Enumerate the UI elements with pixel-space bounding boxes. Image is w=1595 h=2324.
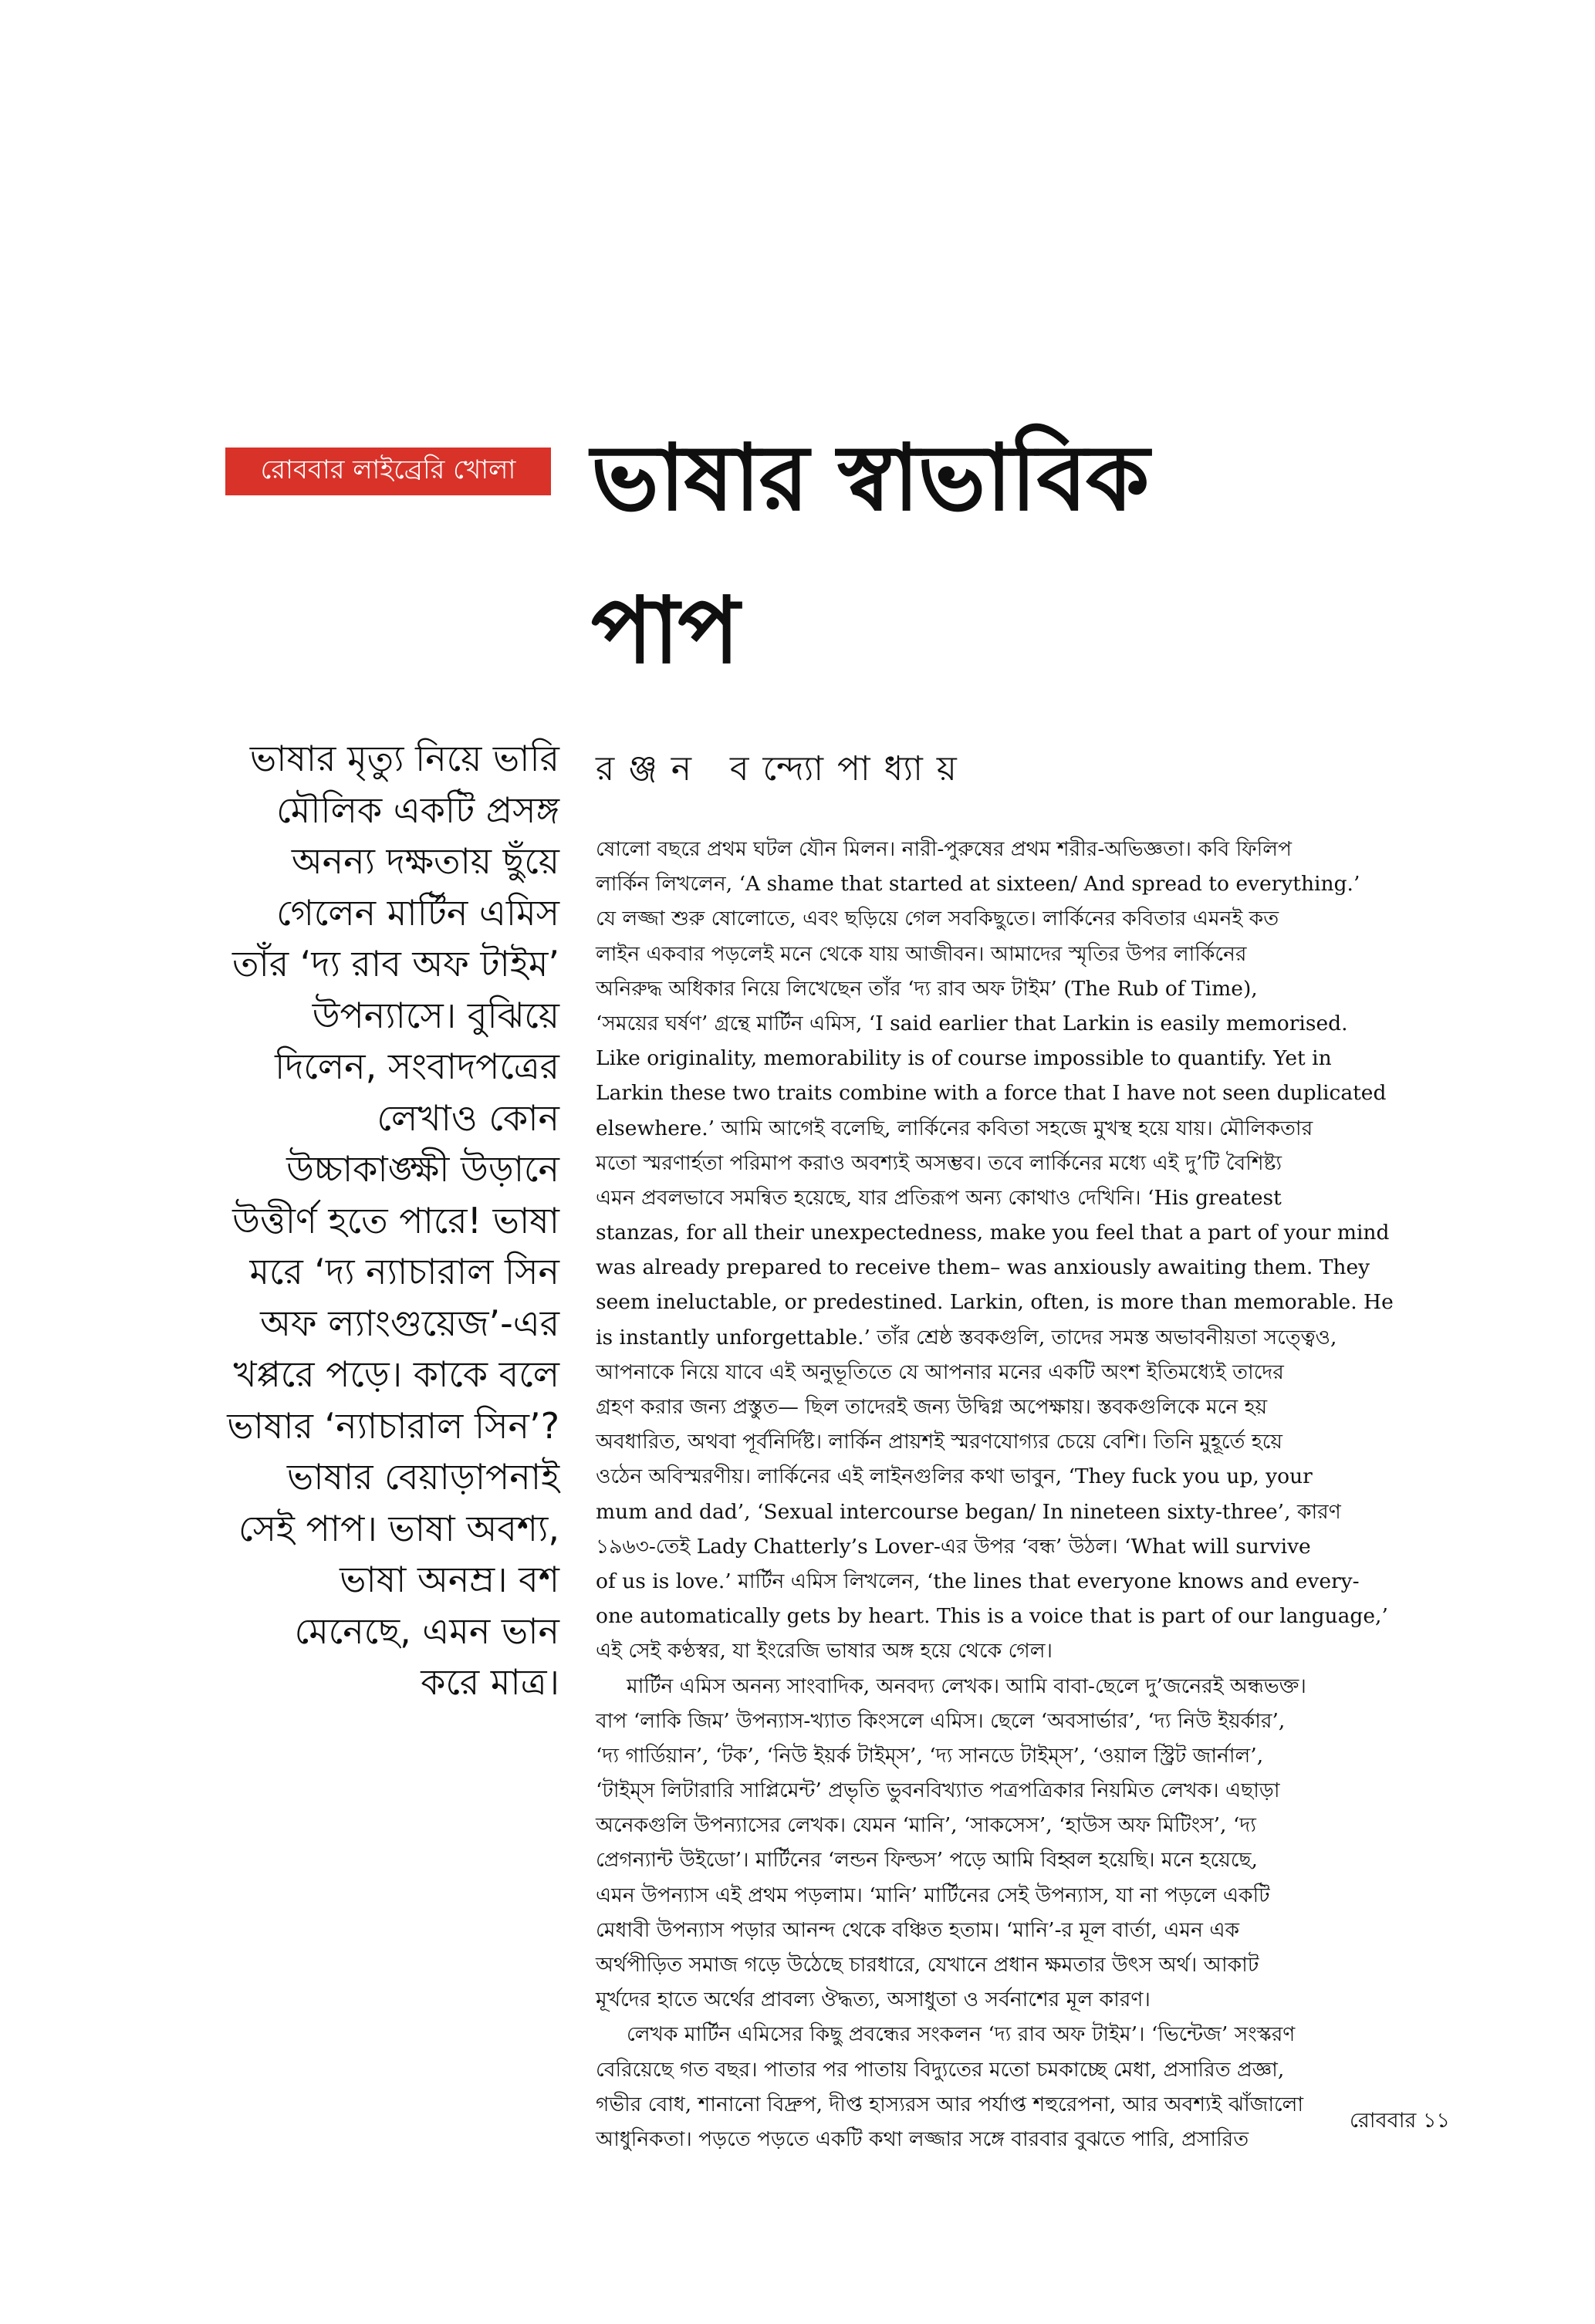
article-line: মূর্খদের হাতে অর্থের প্রাবল্য ঔদ্ধত্য, অসাধুতা ও সর্বনাশের মূল কারণ। — [596, 1988, 1151, 2012]
article-line: গ্রহণ করার জন্য প্রস্তুত— ছিল তাদেরই জন্য উদ্বিগ্ন অপেক্ষায়। স্তবকগুলিকে মনে হয় — [596, 1395, 1268, 1419]
article-line: বাপ ‘লাকি জিম’ উপন্যাস-খ্যাত কিংসলে এমিস। ছেলে ‘অবসার্ভার’, ‘দ্য নিউ ইয়র্কার’, — [596, 1708, 1286, 1733]
pullquote-line: মৌলিক একটি প্রসঙ্গ — [276, 789, 559, 831]
article-line: বেরিয়েছে গত বছর। পাতার পর পাতায় বিদ্যুতের মতো চমকাচ্ছে মেধা, প্রসারিত প্রজ্ঞা, — [596, 2057, 1285, 2082]
article-line: অনিরুদ্ধ অধিকার নিয়ে লিখেছেন তাঁর ‘দ্য রাব অফ টাইম’ (The Rub of Time), — [596, 976, 1258, 1001]
pullquote-line: দিলেন, সংবাদপত্রের — [275, 1045, 559, 1087]
pullquote-line: ভাষার ‘ন্যাচারাল সিন’? — [227, 1404, 559, 1447]
headline-line-2: পাপ — [591, 577, 738, 684]
article-line: যে লজ্জা শুরু ষোলোতে, এবং ছড়িয়ে গেল সবকিছুতে। লার্কিনের কবিতার এমনই কত — [596, 907, 1279, 931]
article-line: লেখক মার্টিন এমিসের কিছু প্রবন্ধের সংকলন ‘দ্য রাব অফ টাইম’। ‘ভিন্টেজ’ সংস্করণ — [627, 2022, 1296, 2047]
article-line: আধুনিকতা। পড়তে পড়তে একটি কথা লজ্জার সঙ্গে বারবার বুঝতে পারি, প্রসারিত — [596, 2126, 1249, 2151]
article-line: মতো স্মরণার্হতা পরিমাপ করাও অবশ্যই অসম্ভব। তবে লার্কিনের মধ্যে এই দু’টি বৈশিষ্ট্য — [596, 1150, 1282, 1175]
pullquote-line: মেনেছে, এমন ভান — [294, 1610, 559, 1652]
article-line: এমন উপন্যাস এই প্রথম পড়লাম। ‘মানি’ মার্টিনের সেই উপন্যাস, যা না পড়লে একটি — [596, 1883, 1270, 1907]
article-line: ওঠেন অবিস্মরণীয়। লার্কিনের এই লাইনগুলির কথা ভাবুন, ‘They fuck you up, your — [596, 1464, 1313, 1489]
pullquote-line: অফ ল্যাংগুয়েজ’-এর — [260, 1302, 559, 1344]
article-line: অনেকগুলি উপন্যাসের লেখক। যেমন ‘মানি’, ‘সাকসেস’, ‘হাউস অফ মিটিংস’, ‘দ্য — [596, 1813, 1256, 1838]
article-line: অবধারিত, অথবা পূর্বনির্দিষ্ট। লার্কিন প্রায়শই স্মরণযোগ্যর চেয়ে বেশি। তিনি মুহূর্তে হয়ে — [596, 1430, 1283, 1454]
article-line: is instantly unforgettable.’ তাঁর শ্রেষ্ঠ স্তবকগুলি, তাদের সমস্ত অভাবনীয়তা সত্ত্বেও, — [596, 1325, 1337, 1349]
article-line: অর্থপীড়িত সমাজ গড়ে উঠেছে চারধারে, যেখানে প্রধান ক্ষমতার উৎস অর্থ। আকাট — [596, 1953, 1259, 1977]
article-line: এমন প্রবলভাবে সমন্বিত হয়েছে, যার প্রতিরূপ অন্য কোথাও দেখিনি। ‘His greatest — [596, 1185, 1282, 1210]
article-line: Like originality, memorability is of course impossible to quantify. Yet in — [596, 1046, 1332, 1071]
pullquote-line: তাঁর ‘দ্য রাব অফ টাইম’ — [232, 943, 559, 985]
pullquote-line: ভাষা অনম্র। বশ — [340, 1559, 559, 1600]
article-line: was already prepared to receive them– was anxiously awaiting them. They — [596, 1255, 1370, 1280]
article-line: মার্টিন এমিস অনন্য সাংবাদিক, অনবদ্য লেখক। আমি বাবা-ছেলে দু’জনেরই অন্ধভক্ত। — [627, 1674, 1306, 1698]
pullquote-line: মরে ‘দ্য ন্যাচারাল সিন — [249, 1251, 559, 1292]
article-line: ‘সময়ের ঘর্ষণ’ গ্রন্থে মার্টিন এমিস, ‘I said earlier that Larkin is easily memorised. — [596, 1011, 1348, 1035]
pullquote-line: করে মাত্র। — [421, 1661, 559, 1703]
pullquote-line: অনন্য দক্ষতায় ছুঁয়ে — [291, 840, 559, 882]
article-line: mum and dad’, ‘Sexual intercourse began/ In nineteen sixty-three’, কারণ — [596, 1499, 1341, 1524]
article-line: মেধাবী উপন্যাস পড়ার আনন্দ থেকে বঞ্চিত হতাম। ‘মানি’-র মূল বার্তা, এমন এক — [596, 1917, 1240, 1942]
article-body — [596, 832, 1438, 2157]
section-tag: রোববার লাইব্রেরি খোলা — [225, 448, 551, 495]
article-line: গভীর বোধ, শানানো বিদ্রুপ, দীপ্ত হাস্যরস আর পর্যাপ্ত শহুরেপনা, আর অবশ্যই ঝাঁজালো — [596, 2092, 1304, 2116]
article-line: stanzas, for all their unexpectedness, make you feel that a part of your mind — [596, 1221, 1390, 1245]
article-line: ‘দ্য গার্ডিয়ান’, ‘টক’, ‘নিউ ইয়র্ক টাইম্‌স’, ‘দ্য সানডে টাইম্‌স’, ‘ওয়াল স্ট্রিট জার্নাল’, — [596, 1743, 1264, 1768]
article-line: এই সেই কণ্ঠস্বর, যা ইংরেজি ভাষার অঙ্গ হয়ে থেকে গেল। — [596, 1639, 1053, 1664]
article-line: of us is love.’ মার্টিন এমিস লিখলেন, ‘the lines that everyone knows and every- — [596, 1569, 1360, 1593]
pullquote-line: গেলেন মার্টিন এমিস — [276, 891, 559, 934]
article-line: লাইন একবার পড়লেই মনে থেকে যায় আজীবন। আমাদের স্মৃতির উপর লার্কিনের — [596, 941, 1247, 966]
article-line: ষোলো বছরে প্রথম ঘটল যৌন মিলন। নারী-পুরুষের প্রথম শরীর-অভিজ্ঞতা। কবি ফিলিপ — [596, 837, 1292, 861]
pullquote-line: ভাষার মৃত্যু নিয়ে ভারি — [249, 738, 559, 779]
headline — [591, 401, 1517, 707]
headline-line-1: ভাষার স্বাভাবিক — [591, 424, 1148, 531]
article-line: Larkin these two traits combine with a force that I have not seen duplicated — [596, 1081, 1387, 1106]
article-line: elsewhere.’ আমি আগেই বলেছি, লার্কিনের কবিতা সহজে মুখস্থ হয়ে যায়। মৌলিকতার — [596, 1116, 1313, 1140]
pullquote-line: উত্তীর্ণ হতে পারে! ভাষা — [232, 1199, 559, 1241]
article-line: ‘টাইম্‌স লিটারারি সাপ্লিমেন্ট’ প্রভৃতি ভুবনবিখ্যাত পত্রপত্রিকার নিয়মিত লেখক। এছাড়া — [596, 1778, 1280, 1803]
byline: রঞ্জন বন্দ্যোপাধ্যায় — [596, 749, 971, 789]
article-line: seem ineluctable, or predestined. Larkin, often, is more than memorable. He — [596, 1290, 1394, 1315]
article-line: আপনাকে নিয়ে যাবে এই অনুভূতিতে যে আপনার মনের একটি অংশ ইতিমধ্যেই তাদের — [596, 1360, 1284, 1384]
pullquote-line: উপন্যাসে। বুঝিয়ে — [312, 994, 559, 1036]
article-line: প্রেগন্যান্ট উইডো’। মার্টিনের ‘লন্ডন ফিল্ডস’ পড়ে আমি বিহ্বল হয়েছি। মনে হয়েছে, — [596, 1848, 1258, 1873]
pullquote-line: উচ্চাকাঙ্ক্ষী উড়ানে — [286, 1148, 559, 1190]
article-line: one automatically gets by heart. This is a voice that is part of our language,’ — [596, 1604, 1388, 1629]
pullquote-line: খপ্পরে পড়ে। কাকে বলে — [233, 1353, 559, 1395]
page-number: রোববার ১১ — [1350, 2109, 1450, 2133]
pullquote-line: ভাষার বেয়াড়াপনাই — [286, 1456, 559, 1498]
pullquote — [154, 733, 559, 1708]
pullquote-line: লেখাও কোন — [377, 1096, 559, 1139]
article-line: ১৯৬৩-তেই Lady Chatterly’s Lover-এর উপর ‘বন্ধ’ উঠল। ‘What will survive — [596, 1534, 1311, 1559]
article-line: লার্কিন লিখলেন, ‘A shame that started at sixteen/ And spread to everything.’ — [596, 872, 1360, 897]
pullquote-line: সেই পাপ। ভাষা অবশ্য, — [238, 1507, 559, 1549]
